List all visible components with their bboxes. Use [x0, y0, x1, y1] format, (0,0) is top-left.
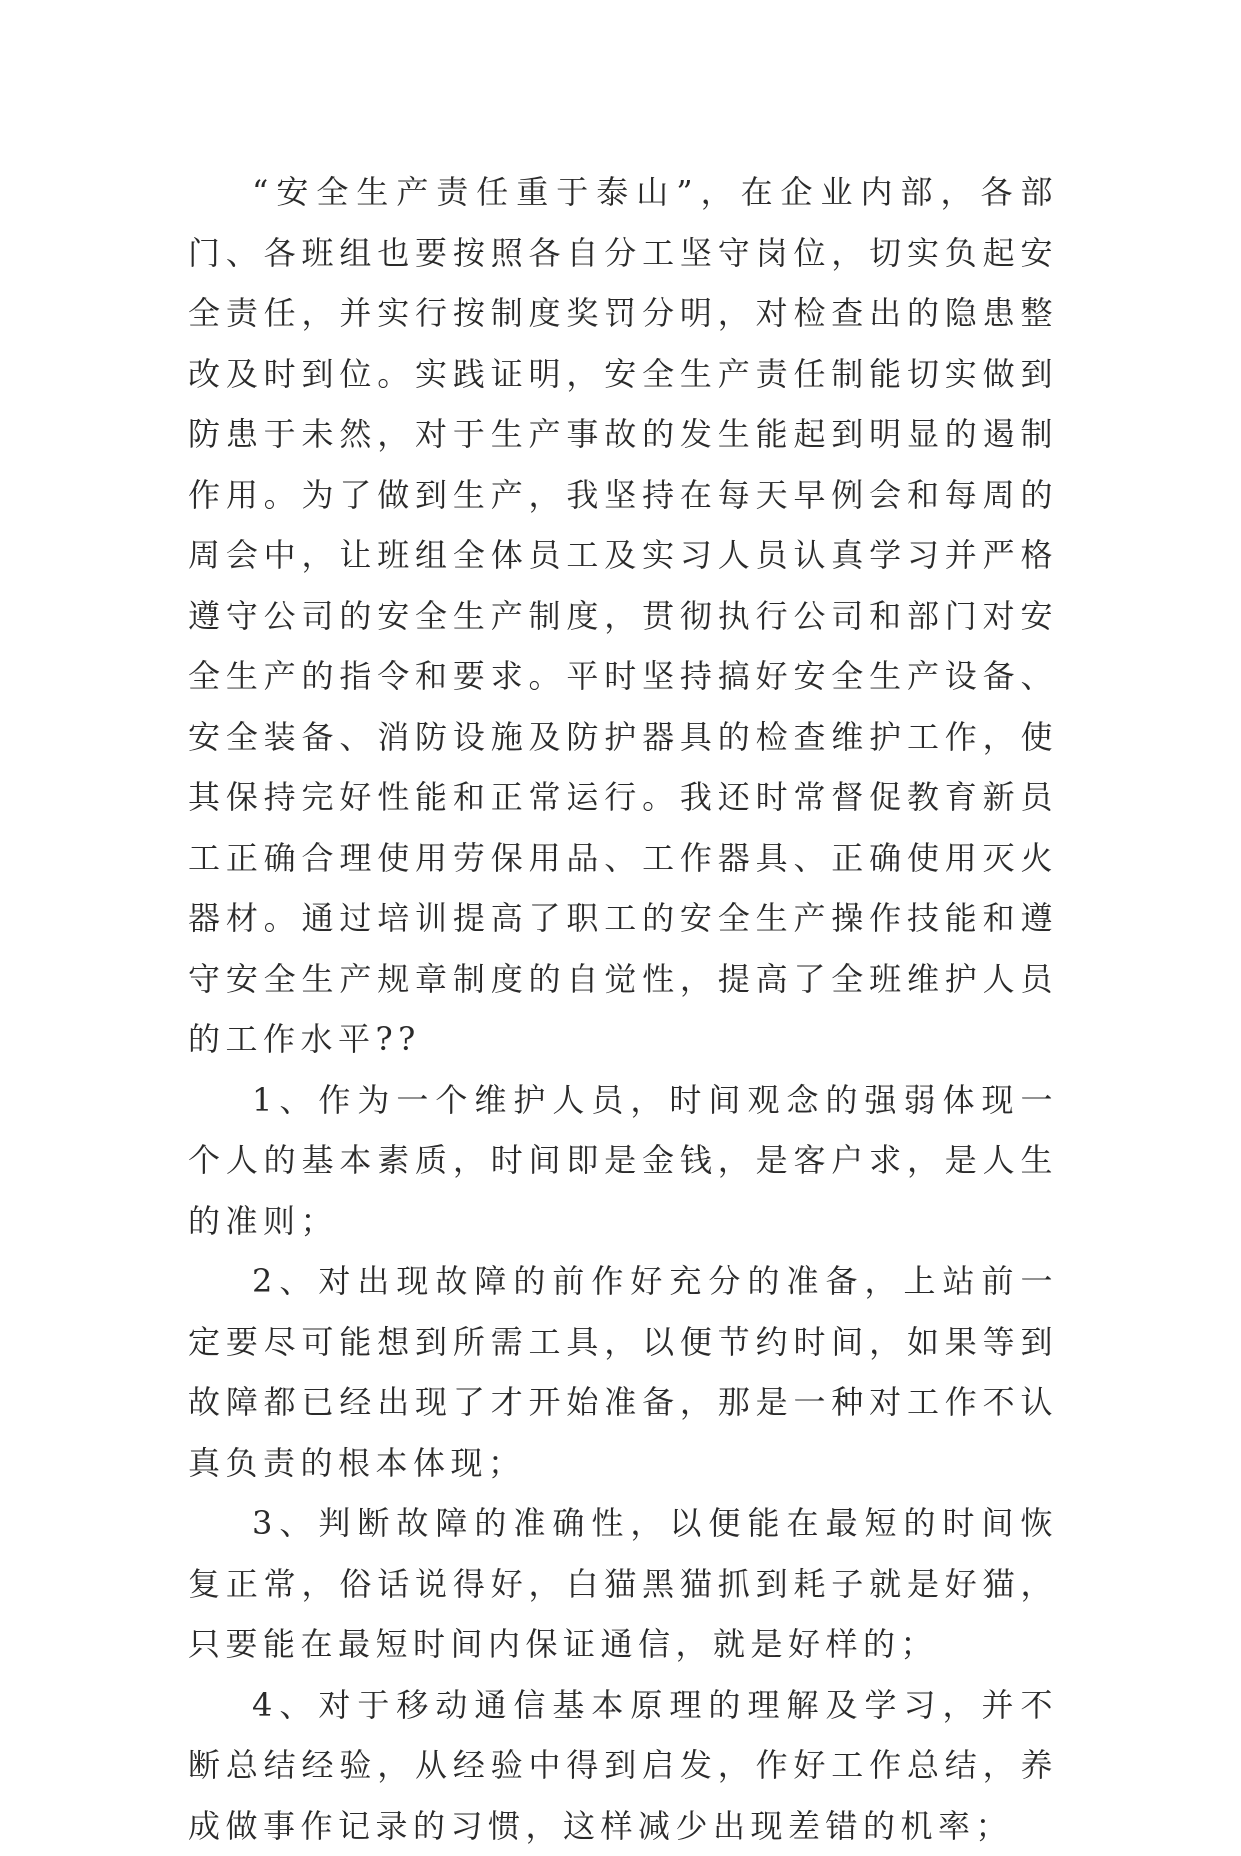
paragraph-item-1: 1、作为一个维护人员，时间观念的强弱体现一个人的基本素质，时间即是金钱，是客户求，是人生的准则；: [188, 1070, 1058, 1252]
paragraph-item-3: 3、判断故障的准确性，以便能在最短的时间恢复正常，俗话说得好，白猫黑猫抓到耗子就是好猫，只要能在最短时间内保证通信，就是好样的；: [188, 1493, 1058, 1675]
paragraph-safety-responsibility: “安全生产责任重于泰山”，在企业内部，各部门、各班组也要按照各自分工坚守岗位，切实负起安全责任，并实行按制度奖罚分明，对检查出的隐患整改及时到位。实践证明，安全生产责任制能切实做到防患于未然，对于生产事故的发生能起到明显的遏制作用。为了做到生产，我坚持在每天早例会和每周的周会中，让班组全体员工及实习人员认真学习并严格遵守公司的安全生产制度，贯彻执行公司和部门对安全生产的指令和要求。平时坚持搞好安全生产设备、安全装备、消防设施及防护器具的检查维护工作，使其保持完好性能和正常运行。我还时常督促教育新员工正确合理使用劳保用品、工作器具、正确使用灭火器材。通过培训提高了职工的安全生产操作技能和遵守安全生产规章制度的自觉性，提高了全班维护人员的工作水平??: [188, 162, 1058, 1070]
paragraph-item-4: 4、对于移动通信基本原理的理解及学习，并不断总结经验，从经验中得到启发，作好工作总结，养成做事作记录的习惯，这样减少出现差错的机率；: [188, 1675, 1058, 1856]
document-body: [188, 162, 1058, 1856]
paragraph-item-2: 2、对出现故障的前作好充分的准备，上站前一定要尽可能想到所需工具，以便节约时间，如果等到故障都已经出现了才开始准备，那是一种对工作不认真负责的根本体现；: [188, 1251, 1058, 1493]
